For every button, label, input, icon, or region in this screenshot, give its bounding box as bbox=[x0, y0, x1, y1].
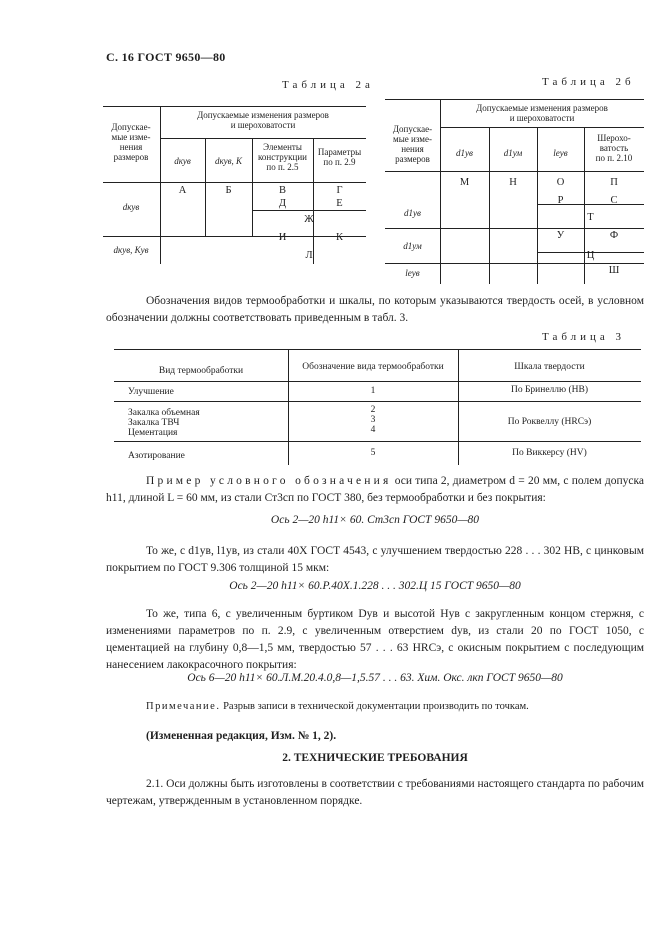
table-2a-cell: И bbox=[278, 232, 287, 243]
paragraph-2-1: 2.1. Оси должны быть изготовлены в соответствии с требованиями настоящего стандарта по рабочим чертежам, утвержденным в установленном порядке. bbox=[106, 778, 644, 807]
table-3-header-code: Обозначение вида термообработки bbox=[302, 362, 444, 372]
table-2a-letter: Б bbox=[225, 185, 232, 196]
table-2b-cell: Ц bbox=[586, 250, 595, 261]
table-2b-subcol-4: Шерохо- ватость по п. 2.10 bbox=[595, 133, 633, 163]
section-title: 2. ТЕХНИЧЕСКИЕ ТРЕБОВАНИЯ bbox=[282, 752, 468, 764]
table-2b-subcol-3: lеув bbox=[553, 148, 568, 158]
formula-2: Ось 2—20 h11× 60.Р.40Х.1.228 . . . 302.Ц 15 ГОСТ 9650—80 bbox=[229, 580, 521, 592]
table-2a-cell: К bbox=[335, 232, 343, 243]
note-text: Разрыв записи в технической документации производить по точкам. bbox=[220, 701, 529, 712]
table-2b-cell: Ш bbox=[608, 265, 620, 276]
table-2a-size-header: Допускае- мые изме- нения размеров bbox=[111, 122, 151, 162]
intro-paragraph: Обозначения видов термообработки и шкалы, по которым указываются твердость осей, в условном обозначении должны соответствовать приведенным в табл. 3. bbox=[106, 295, 644, 324]
table-2b-cell: Р bbox=[557, 195, 564, 206]
table-2b-caption: Таблица 2б bbox=[542, 76, 635, 88]
table-2a-letter: Г bbox=[336, 185, 343, 196]
table-2a-cell: Л bbox=[305, 250, 313, 261]
example-paragraph-1 bbox=[106, 473, 644, 507]
page-title: С. 16 ГОСТ 9650—80 bbox=[106, 50, 226, 64]
table-2b-letter: О bbox=[556, 177, 565, 188]
table-2a-letter: В bbox=[278, 185, 286, 196]
edition-note: (Измененная редакция, Изм. № 1, 2). bbox=[146, 730, 337, 742]
note-label: Примечание. bbox=[146, 701, 221, 712]
table-2b-cell: Ф bbox=[609, 230, 619, 241]
table-2b-size-header: Допускае- мые изме- нения размеров bbox=[392, 124, 433, 164]
table-2a-caption: Таблица 2а bbox=[282, 79, 374, 91]
table-3-code: 1 bbox=[370, 386, 376, 396]
formula-3: Ось 6—20 h11× 60.Л.М.20.4.0,8—1,5.57 . . . 63. Хим. Окс. лкп ГОСТ 9650—80 bbox=[187, 672, 563, 684]
example-lead: Пример условного обозначения bbox=[146, 475, 392, 487]
table-3-scale: По Роквеллу (HRCэ) bbox=[507, 417, 592, 427]
table-2b-row-label: lеув bbox=[405, 268, 420, 278]
table-3-code: 2 3 4 bbox=[370, 405, 376, 435]
table-2b-subcol-2: d1ум bbox=[503, 148, 523, 158]
table-3-kind: Закалка объемная Закалка ТВЧ Цементация bbox=[128, 408, 200, 438]
table-2b-letter: Н bbox=[509, 177, 517, 188]
table-2b-subcol-1: d1ув bbox=[456, 148, 473, 158]
table-3-kind: Азотирование bbox=[128, 451, 185, 461]
table-2a-row-label: dкув bbox=[122, 202, 140, 212]
table-2a-cell: Д bbox=[278, 198, 287, 209]
table-2b-cell: У bbox=[556, 230, 565, 241]
example-text-1: оси типа 2, диаметром d = 20 мм, с полем допуска h11, длиной L = 60 мм, из стали Ст3сп по ГОСТ 380, без термообработки и без покрытия: bbox=[106, 475, 644, 504]
table-3-scale: По Бринеллю (НВ) bbox=[510, 385, 589, 395]
note bbox=[106, 698, 644, 715]
table-3-code: 5 bbox=[370, 448, 376, 458]
table-2a-subcol-1: dкув bbox=[174, 156, 191, 166]
table-2b-row-label: d1ув bbox=[404, 208, 421, 218]
table-2a-row-label: dкув, Kув bbox=[113, 245, 149, 255]
table-2a-subcol-3: Элементы конструкции по п. 2.5 bbox=[258, 142, 307, 172]
table-2b-group-header: Допускаемые изменения размеров и шероховатости bbox=[476, 103, 608, 123]
table-2b-letter: П bbox=[610, 177, 618, 188]
table-2a-subcol-2: dкув, K bbox=[214, 156, 243, 166]
table-2b-row-label: d1ум bbox=[403, 241, 422, 251]
example-paragraph-2: То же, с d1ув, l1ув, из стали 40Х ГОСТ 4543, с улучшением твердостью 228 . . . 302 НВ, с цинковым покрытием по ГОСТ 9.306 толщиной 15 мкм: bbox=[106, 545, 644, 574]
table-3-header-kind: Вид термообработки bbox=[158, 366, 244, 376]
table-3-header-scale: Шкала твердости bbox=[514, 362, 585, 372]
table-3-scale: По Виккерсу (HV) bbox=[512, 448, 587, 458]
table-2a-group-header: Допускаемые изменения размеров и шероховатости bbox=[197, 110, 329, 130]
table-2b-cell: Т bbox=[587, 212, 594, 223]
formula-1: Ось 2—20 h11× 60. Ст3сп ГОСТ 9650—80 bbox=[270, 514, 480, 526]
table-3-caption: Таблица 3 bbox=[542, 331, 626, 343]
table-2a-subcol-4: Параметры по п. 2.9 bbox=[317, 147, 362, 167]
table-2b-letter: М bbox=[459, 177, 470, 188]
table-2a-cell: Е bbox=[336, 198, 343, 209]
table-3-kind: Улучшение bbox=[128, 387, 174, 397]
table-2b-cell: С bbox=[610, 195, 618, 206]
table-2a-letter: А bbox=[178, 185, 187, 196]
table-2a-cell: Ж bbox=[304, 214, 314, 225]
example-paragraph-3: То же, типа 6, с увеличенным буртиком Dув и высотой Hув с закругленным концом стержня, с изменениями параметров по п. 2.9, с увеличенным отверстием dув, из стали 20 по ГОСТ 1050, с цементацией на глубину 0,8—1,5 мм, твердостью 57 . . . 63 HRCэ, с окисным покрытием с последующим нанесением лакокрасочного покрытия: bbox=[106, 608, 644, 671]
